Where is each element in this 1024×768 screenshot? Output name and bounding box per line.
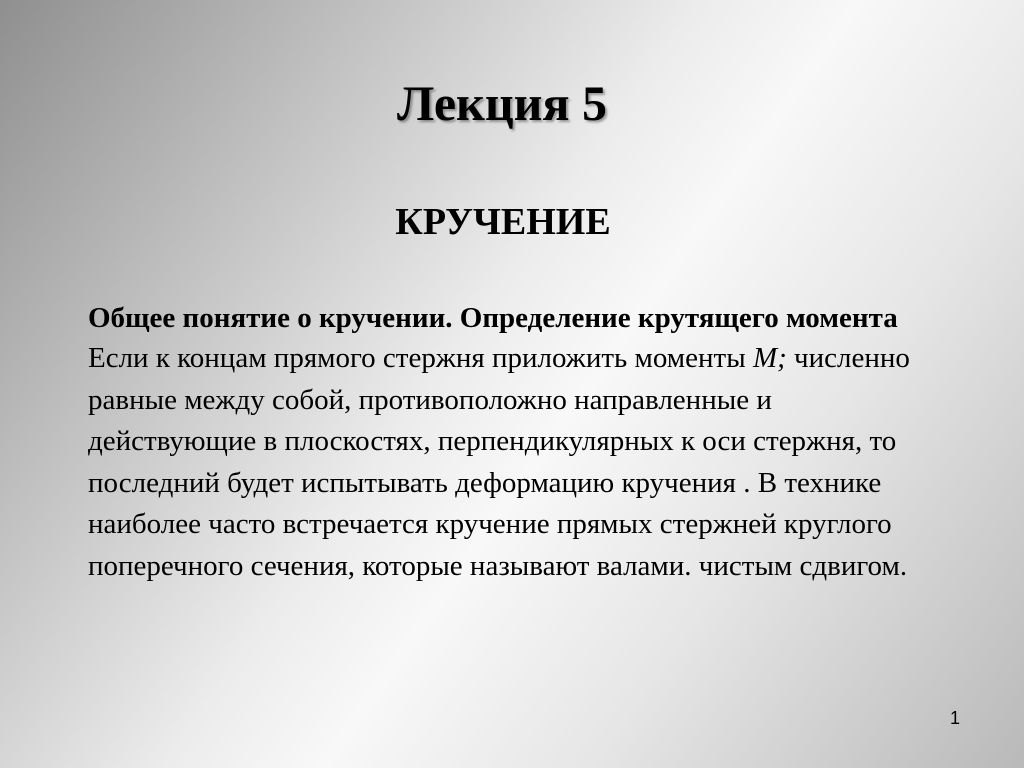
body-text-start: Если к концам прямого стержня приложить моменты bbox=[88, 342, 753, 374]
slide-title: Лекция 5 bbox=[396, 75, 608, 131]
body-text-rest: численно равные между собой, противоположно направленные и действующие в плоскостях, перпендикулярных к оси стержня, то последний будет испытывать деформацию кручения . В технике наиболее часто встречается кручение прямых стержней круглого поперечного сечения, которые называют валами. чистым сдвигом. bbox=[88, 342, 910, 582]
slide-body bbox=[88, 298, 928, 587]
slide-subtitle: КРУЧЕНИЕ bbox=[395, 201, 611, 243]
moment-symbol: M; bbox=[752, 342, 787, 374]
section-heading: Общее понятие о кручении. Определение крутящего момента bbox=[88, 302, 898, 334]
body-paragraph bbox=[88, 338, 928, 587]
page-number: 1 bbox=[950, 708, 961, 728]
